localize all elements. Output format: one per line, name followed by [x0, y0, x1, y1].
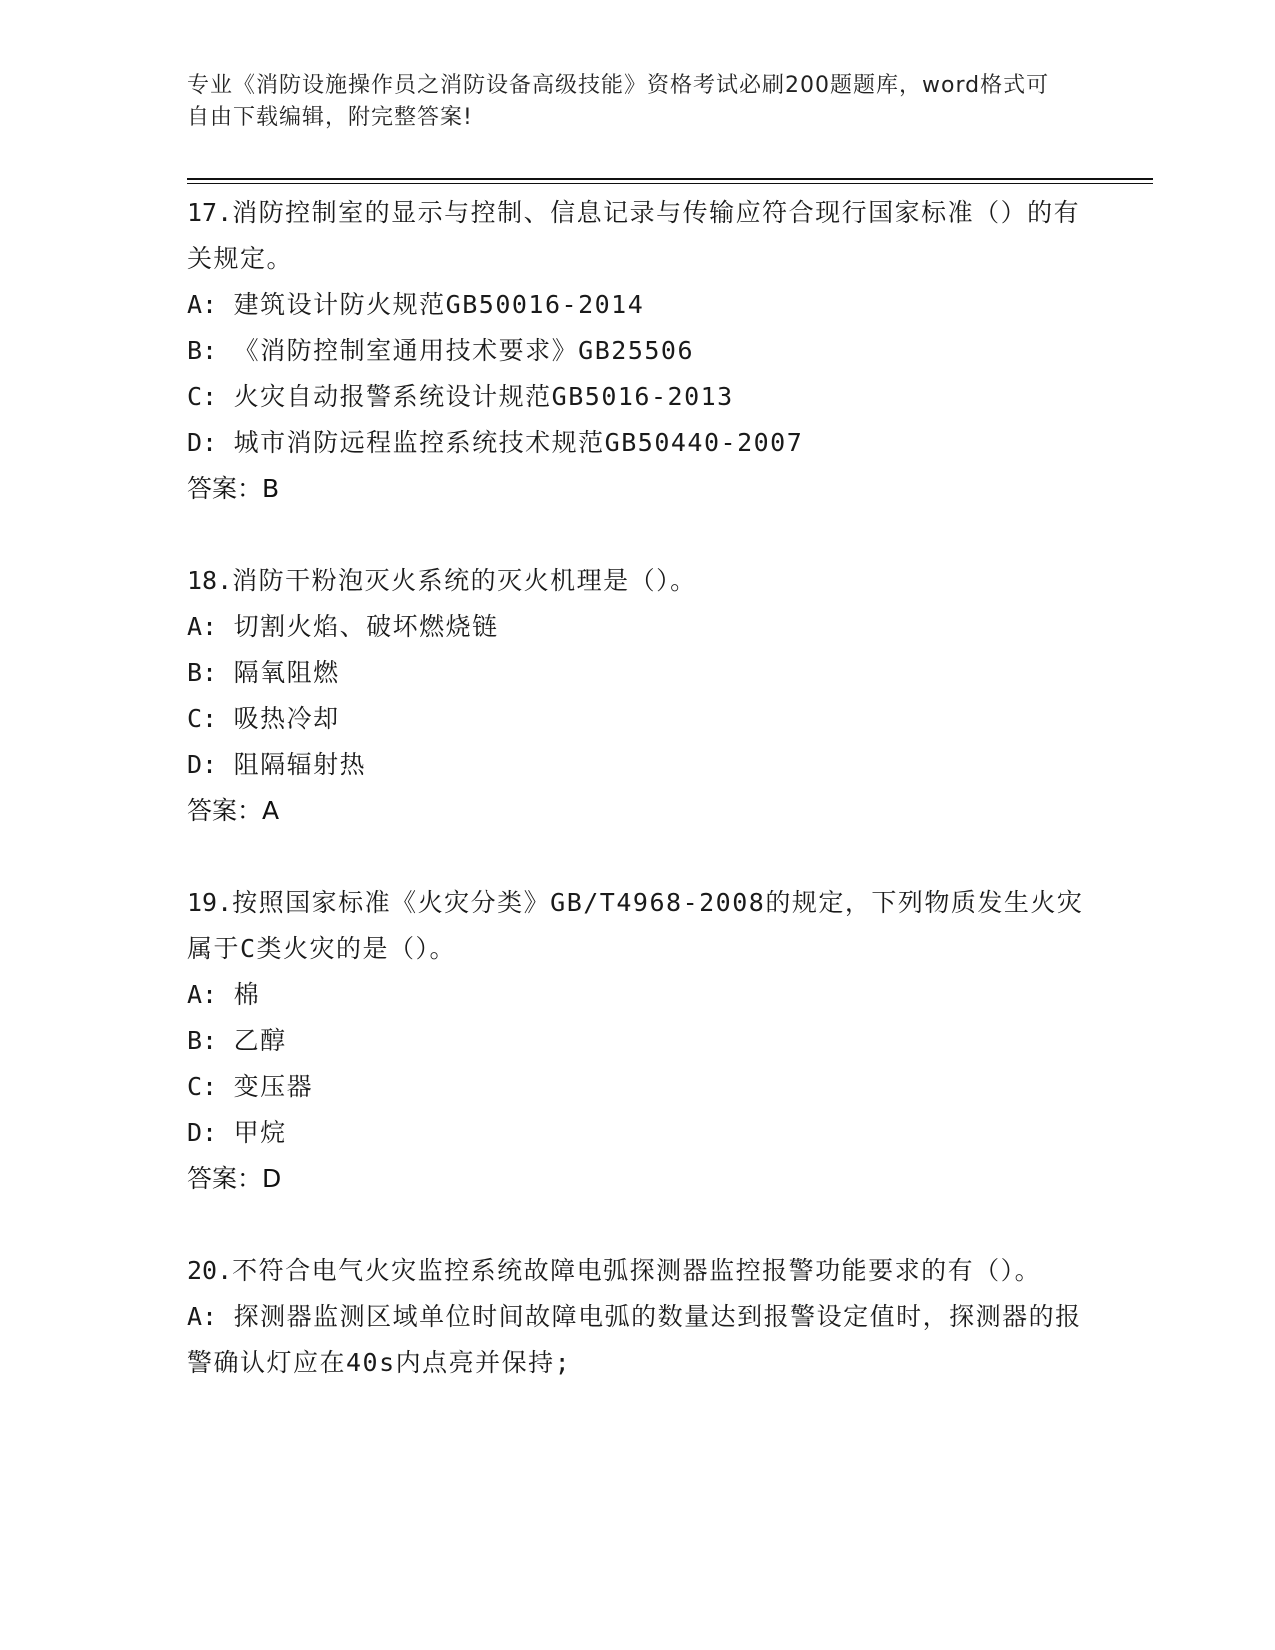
- option-d: [187, 420, 1087, 466]
- option-a: [187, 972, 1087, 1018]
- option-text: 切割火焰、破坏燃烧链: [233, 612, 499, 641]
- option-text: 探测器监测区域单位时间故障电弧的数量达到报警设定值时，探测器的报警确认灯应在40s内点亮并保持;: [187, 1302, 1082, 1377]
- option-key: B:: [187, 336, 218, 365]
- question-text: 消防干粉泡灭火系统的灭火机理是（）。: [232, 566, 697, 595]
- option-text: 乙醇: [233, 1026, 287, 1055]
- document-header: [187, 70, 1067, 134]
- option-c: [187, 374, 1087, 420]
- option-key: D:: [187, 428, 218, 457]
- question-20: [187, 1248, 1087, 1386]
- option-text: 隔氧阻燃: [233, 658, 340, 687]
- option-b: [187, 328, 1087, 374]
- option-a: [187, 1294, 1087, 1386]
- option-d: [187, 742, 1087, 788]
- question-text: 按照国家标准《火灾分类》GB/T4968-2008的规定，下列物质发生火灾属于C类火灾的是（）。: [187, 888, 1084, 963]
- option-key: B:: [187, 658, 218, 687]
- spacer: [187, 834, 1087, 880]
- spacer: [187, 1202, 1087, 1248]
- question-stem: [187, 190, 1087, 282]
- answer: 答案：D: [187, 1164, 282, 1193]
- question-list: [187, 190, 1087, 1386]
- option-b: [187, 1018, 1087, 1064]
- option-a: [187, 282, 1087, 328]
- option-text: 吸热冷却: [233, 704, 340, 733]
- option-key: B:: [187, 1026, 218, 1055]
- option-key: C:: [187, 704, 218, 733]
- option-text: 棉: [233, 980, 261, 1009]
- option-text: 城市消防远程监控系统技术规范GB50440-2007: [233, 428, 804, 457]
- question-number: 19.: [187, 888, 233, 917]
- question-number: 20.: [187, 1256, 233, 1285]
- option-text: 建筑设计防火规范GB50016-2014: [233, 290, 645, 319]
- question-text: 消防控制室的显示与控制、信息记录与传输应符合现行国家标准（）的有关规定。: [187, 198, 1081, 273]
- option-text: 火灾自动报警系统设计规范GB5016-2013: [233, 382, 734, 411]
- option-key: A:: [187, 980, 218, 1009]
- option-b: [187, 650, 1087, 696]
- question-17: [187, 190, 1087, 512]
- option-c: [187, 1064, 1087, 1110]
- option-c: [187, 696, 1087, 742]
- question-18: [187, 558, 1087, 834]
- option-text: 变压器: [233, 1072, 314, 1101]
- answer: 答案：B: [187, 474, 280, 503]
- spacer: [187, 512, 1087, 558]
- question-stem: [187, 558, 1087, 604]
- option-text: 甲烷: [233, 1118, 287, 1147]
- option-text: 阻隔辐射热: [233, 750, 367, 779]
- option-a: [187, 604, 1087, 650]
- question-stem: [187, 1248, 1087, 1294]
- option-key: D:: [187, 1118, 218, 1147]
- option-key: D:: [187, 750, 218, 779]
- option-key: A:: [187, 1302, 218, 1331]
- answer: 答案：A: [187, 796, 280, 825]
- question-19: [187, 880, 1087, 1202]
- header-divider-thick: [187, 178, 1153, 180]
- header-text: 专业《消防设施操作员之消防设备高级技能》资格考试必刷200题题库，word格式可自由下载编辑，附完整答案!: [187, 73, 1050, 130]
- question-stem: [187, 880, 1087, 972]
- option-key: A:: [187, 612, 218, 641]
- option-text: 《消防控制室通用技术要求》GB25506: [233, 336, 695, 365]
- question-number: 17.: [187, 198, 233, 227]
- option-key: C:: [187, 382, 218, 411]
- option-d: [187, 1110, 1087, 1156]
- question-text: 不符合电气火灾监控系统故障电弧探测器监控报警功能要求的有（）。: [232, 1256, 1042, 1285]
- option-key: C:: [187, 1072, 218, 1101]
- header-divider-thin: [187, 183, 1153, 184]
- option-key: A:: [187, 290, 218, 319]
- question-number: 18.: [187, 566, 233, 595]
